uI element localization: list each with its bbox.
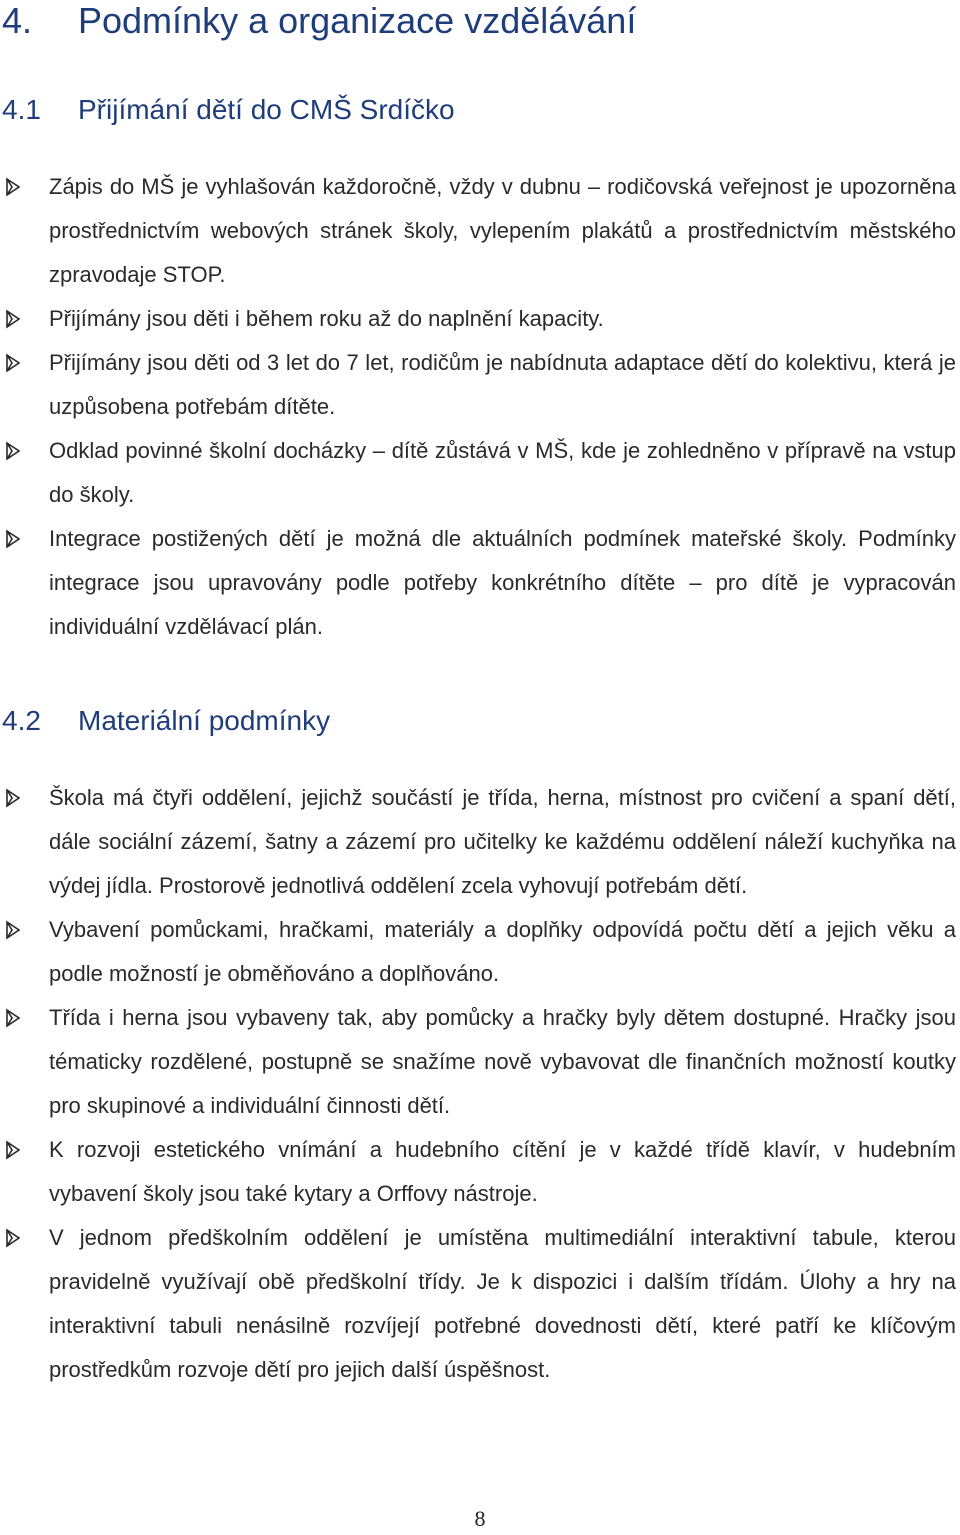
arrowhead-bullet-icon	[4, 908, 26, 952]
page-number: 8	[474, 1506, 486, 1531]
section-number: 4.2	[2, 705, 41, 736]
list-item	[0, 908, 960, 996]
list-item	[0, 429, 960, 517]
list-item-text: Přijímány jsou děti od 3 let do 7 let, rodičům je nabídnuta adaptace dětí do kolektivu, která je uzpůsobena potřebám dítěte.	[49, 350, 956, 419]
section-heading-material	[2, 704, 330, 738]
list-item	[0, 776, 960, 908]
arrowhead-bullet-icon	[4, 1128, 26, 1172]
arrowhead-bullet-icon	[4, 776, 26, 820]
arrowhead-bullet-icon	[4, 341, 26, 385]
list-item	[0, 996, 960, 1128]
arrowhead-bullet-icon	[4, 996, 26, 1040]
list-item	[0, 1216, 960, 1392]
material-list	[0, 776, 960, 1392]
arrowhead-bullet-icon	[4, 429, 26, 473]
list-item	[0, 297, 960, 341]
admission-list	[0, 165, 960, 649]
section-number: 4.1	[2, 94, 41, 125]
list-item-text: Integrace postižených dětí je možná dle aktuálních podmínek mateřské školy. Podmínky integrace jsou upravovány podle potřeby konkrétního dítěte – pro dítě je vypracován individuální vzdělávací plán.	[49, 526, 956, 639]
section-title: Přijímání dětí do CMŠ Srdíčko	[78, 94, 455, 125]
chapter-heading	[2, 0, 636, 42]
arrowhead-bullet-icon	[4, 1216, 26, 1260]
list-item	[0, 341, 960, 429]
arrowhead-bullet-icon	[4, 165, 26, 209]
list-item-text: Třída i herna jsou vybaveny tak, aby pomůcky a hračky byly dětem dostupné. Hračky jsou tématicky rozdělené, postupně se snažíme nově vybavovat dle finančních možností koutky pro skupinové a individuální činnosti dětí.	[49, 1005, 956, 1118]
list-item	[0, 517, 960, 649]
list-item-text: Odklad povinné školní docházky – dítě zůstává v MŠ, kde je zohledněno v přípravě na vstup do školy.	[49, 438, 956, 507]
chapter-number: 4.	[2, 0, 33, 41]
chapter-title: Podmínky a organizace vzdělávání	[78, 0, 637, 41]
list-item	[0, 165, 960, 297]
arrowhead-bullet-icon	[4, 297, 26, 341]
list-item-text: Škola má čtyři oddělení, jejichž součástí je třída, herna, místnost pro cvičení a spaní dětí, dále sociální zázemí, šatny a zázemí pro učitelky ke každému oddělení náleží kuchyňka na výdej jídla. Prostorově jednotlivá oddělení zcela vyhovují potřebám dětí.	[49, 785, 956, 898]
list-item-text: Vybavení pomůckami, hračkami, materiály a doplňky odpovídá počtu dětí a jejich věku a podle možností je obměňováno a doplňováno.	[49, 917, 956, 986]
section-title: Materiální podmínky	[78, 705, 331, 736]
list-item-text: Přijímány jsou děti i během roku až do naplnění kapacity.	[49, 306, 604, 331]
list-item-text: Zápis do MŠ je vyhlašován každoročně, vždy v dubnu – rodičovská veřejnost je upozorněna prostřednictvím webových stránek školy, vylepením plakátů a prostřednictvím městského zpravodaje STOP.	[49, 174, 956, 287]
list-item	[0, 1128, 960, 1216]
list-item-text: V jednom předškolním oddělení je umístěna multimediální interaktivní tabule, kterou pravidelně využívají obě předškolní třídy. Je k dispozici i dalším třídám. Úlohy a hry na interaktivní tabuli nenásilně rozvíjejí potřebné dovednosti dětí, které patří ke klíčovým prostředkům rozvoje dětí pro jejich další úspěšnost.	[49, 1225, 956, 1382]
arrowhead-bullet-icon	[4, 517, 26, 561]
section-heading-admission	[2, 93, 455, 127]
list-item-text: K rozvoji estetického vnímání a hudebního cítění je v každé třídě klavír, v hudebním vybavení školy jsou také kytary a Orffovy nástroje.	[49, 1137, 956, 1206]
